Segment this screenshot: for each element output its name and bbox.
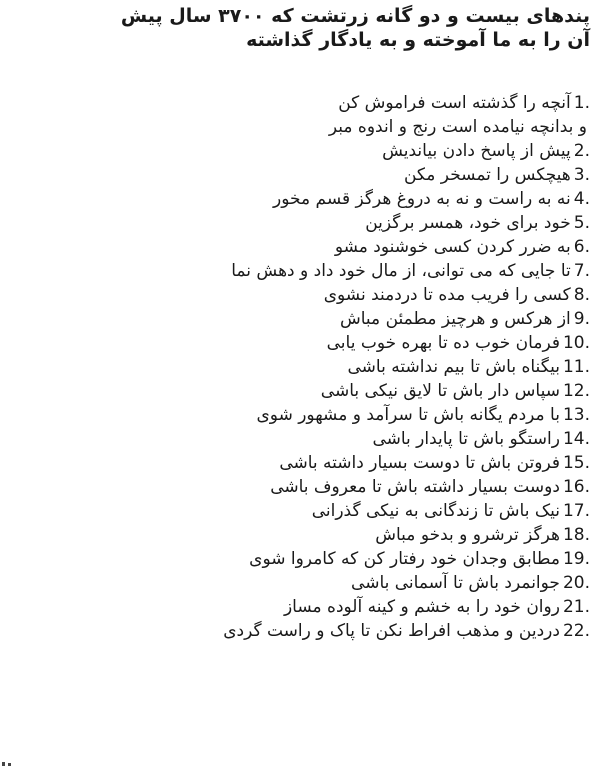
advice-text: دردین و مذهب افراط نکن تا پاک و راست گردی xyxy=(223,621,560,641)
advice-item xyxy=(120,163,590,187)
advice-item xyxy=(120,307,590,331)
advice-text: مطابق وجدان خود رفتار کن که کامروا شوی xyxy=(249,549,560,569)
advice-text: دوست بسیار داشته باش تا معروف باشی xyxy=(270,477,560,497)
advice-item xyxy=(120,283,590,307)
advice-number: 9. xyxy=(573,309,590,329)
advice-item xyxy=(120,187,590,211)
advice-item xyxy=(120,427,590,451)
advice-number: 18. xyxy=(562,525,590,545)
advice-text: از هرکس و هرچیز مطمئن مباش xyxy=(340,309,571,329)
advice-text: بیگناه باش تا بیم نداشته باشی xyxy=(347,357,560,377)
advice-item xyxy=(120,619,590,643)
advice-text: سپاس دار باش تا لایق نیکی باشی xyxy=(320,381,560,401)
advice-text: روان خود را به خشم و کینه آلوده مساز xyxy=(283,597,560,617)
advice-item xyxy=(120,595,590,619)
advice-item xyxy=(120,91,590,115)
advice-item xyxy=(120,571,590,595)
advice-text: تا جایی که می توانی، از مال خود داد و دهش نما xyxy=(231,261,571,281)
advice-number: 22. xyxy=(562,621,590,641)
advice-number: 15. xyxy=(562,453,590,473)
advice-item xyxy=(120,379,590,403)
advice-item xyxy=(120,235,590,259)
advice-text: نیک باش تا زندگانی به نیکی گذرانی xyxy=(311,501,560,521)
advice-number: 14. xyxy=(562,429,590,449)
advice-text: کسی را فریب مده تا دردمند نشوی xyxy=(323,285,571,305)
advice-number: 2. xyxy=(573,141,590,161)
advice-number: 16. xyxy=(562,477,590,497)
advice-number: 11. xyxy=(562,357,590,377)
advice-number: 4. xyxy=(573,189,590,209)
advice-text: آنچه را گذشته است فراموش کن xyxy=(338,93,571,113)
advice-number: 17. xyxy=(562,501,590,521)
advice-item xyxy=(120,403,590,427)
advice-number: 5. xyxy=(573,213,590,233)
advice-number: 7. xyxy=(573,261,590,281)
advice-list xyxy=(120,91,590,643)
advice-number: 3. xyxy=(573,165,590,185)
document-title xyxy=(110,4,590,52)
advice-item xyxy=(120,523,590,547)
advice-item xyxy=(120,331,590,355)
title-line-2: آن را به ما آموخته و به یادگار گذاشته xyxy=(246,29,590,51)
advice-text: راستگو باش تا پایدار باشی xyxy=(372,429,560,449)
advice-number: 12. xyxy=(562,381,590,401)
advice-item xyxy=(120,355,590,379)
advice-item xyxy=(120,475,590,499)
advice-text: نه به راست و نه به دروغ هرگز قسم مخور xyxy=(273,189,571,209)
advice-item xyxy=(120,139,590,163)
advice-number: 6. xyxy=(573,237,590,257)
advice-number: 1. xyxy=(573,93,590,113)
advice-number: 19. xyxy=(562,549,590,569)
advice-item xyxy=(120,115,590,139)
advice-text: فروتن باش تا دوست بسیار داشته باشی xyxy=(279,453,560,473)
advice-text: به ضرر کردن کسی خوشنود مشو xyxy=(334,237,571,257)
advice-text: خود برای خود، همسر برگزین xyxy=(365,213,571,233)
advice-number: 13. xyxy=(562,405,590,425)
advice-number: 10. xyxy=(562,333,590,353)
page-edge-mark xyxy=(2,762,16,766)
advice-item xyxy=(120,547,590,571)
advice-text: جوانمرد باش تا آسمانی باشی xyxy=(351,573,560,593)
advice-text: فرمان خوب ده تا بهره خوب یابی xyxy=(326,333,560,353)
advice-item xyxy=(120,451,590,475)
advice-text: هیچکس را تمسخر مکن xyxy=(403,165,571,185)
advice-text: و بدانچه نیامده است رنج و اندوه مبر xyxy=(328,117,587,137)
advice-number: 21. xyxy=(562,597,590,617)
title-line-1: پندهای بیست و دو گانه زرتشت که ۳۷۰۰ سال پیش xyxy=(120,5,590,27)
advice-text: با مردم یگانه باش تا سرآمد و مشهور شوی xyxy=(256,405,560,425)
advice-text: هرگز ترشرو و بدخو مباش xyxy=(375,525,560,545)
advice-number: 8. xyxy=(573,285,590,305)
advice-item xyxy=(120,259,590,283)
advice-item xyxy=(120,211,590,235)
advice-number: 20. xyxy=(562,573,590,593)
advice-item xyxy=(120,499,590,523)
advice-text: پیش از پاسخ دادن بیاندیش xyxy=(382,141,571,161)
